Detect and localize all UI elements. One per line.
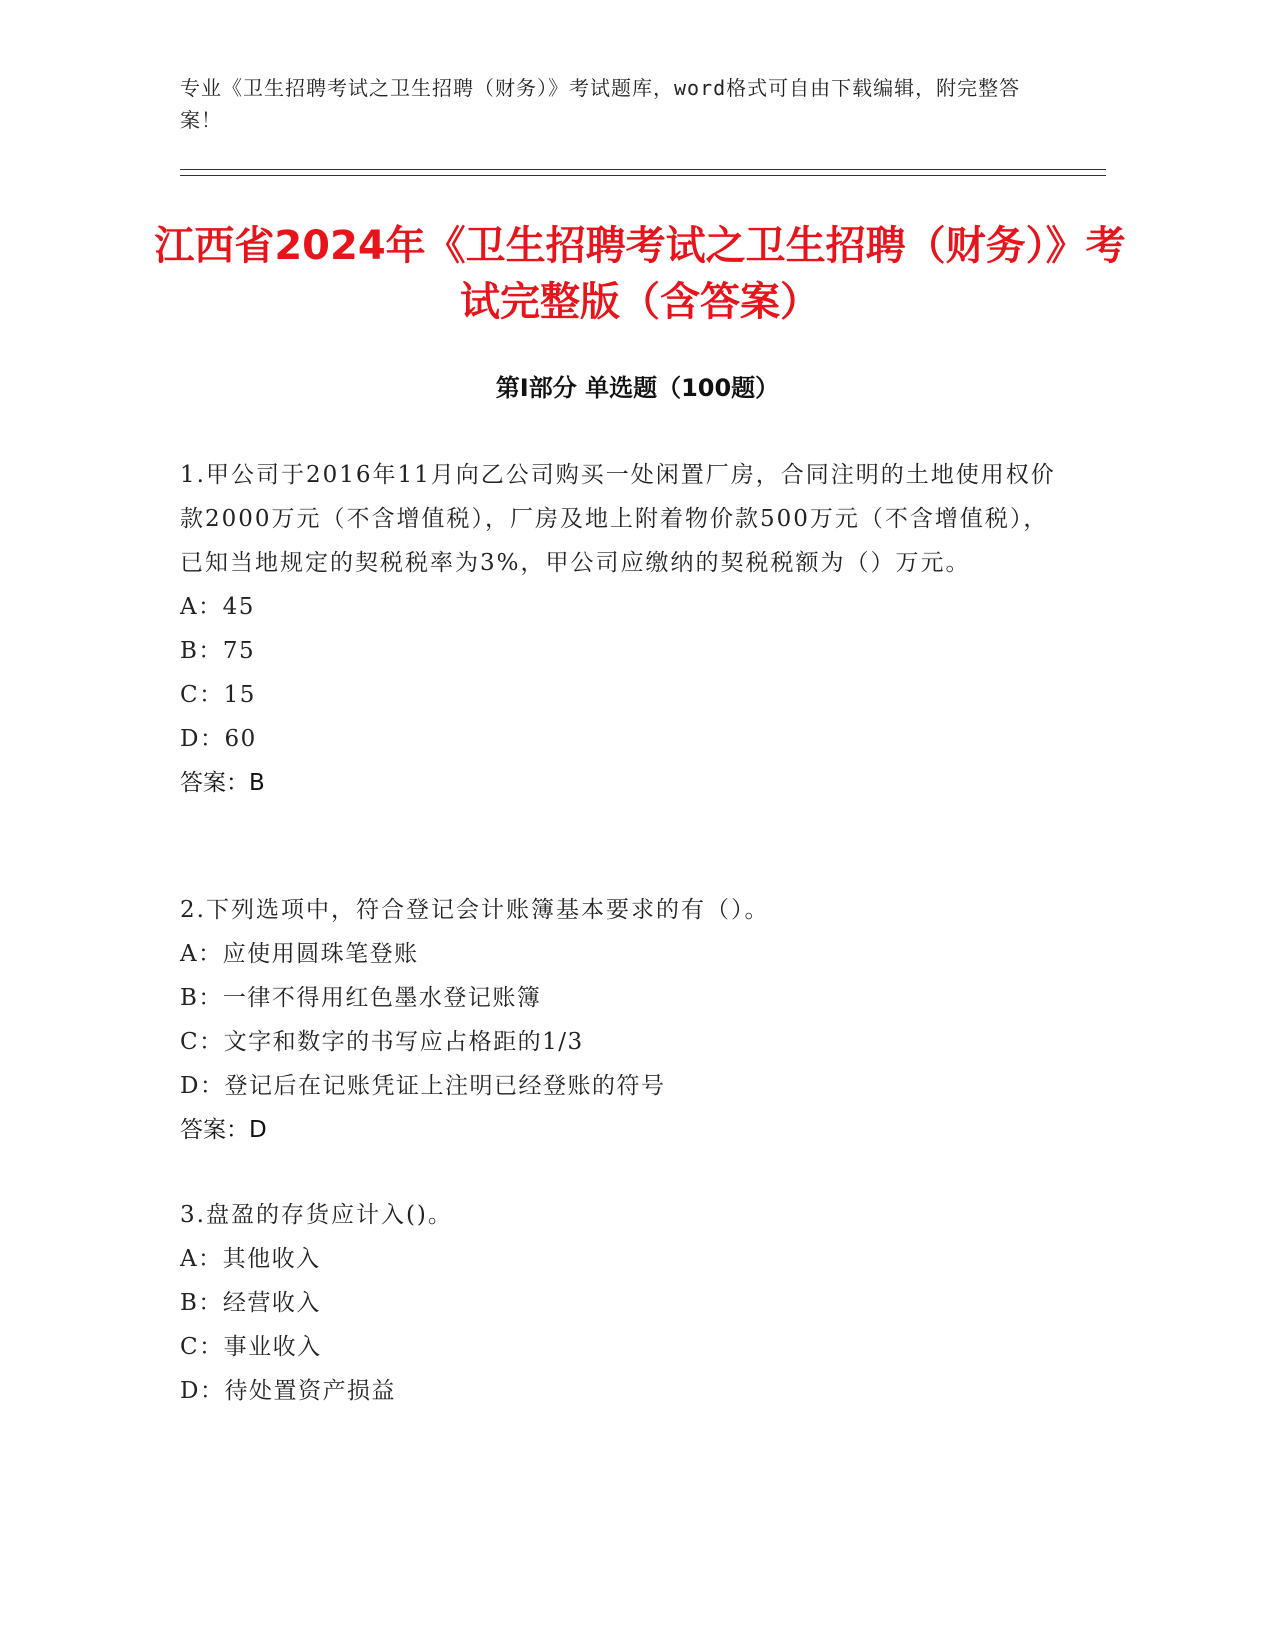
- header-note: 专业《卫生招聘考试之卫生招聘（财务）》考试题库，word格式可自由下载编辑，附完整答案！: [180, 76, 1021, 132]
- section-heading: 第Ⅰ部分 单选题（100题）: [495, 374, 780, 402]
- answer: 答案：B: [180, 770, 265, 796]
- question-1: [180, 453, 1060, 805]
- option-d: D：60: [180, 726, 257, 752]
- option-c: C：文字和数字的书写应占格距的1/3: [180, 1029, 584, 1055]
- option-b: B：75: [180, 638, 256, 664]
- answer: 答案：D: [180, 1117, 267, 1143]
- option-a: A：应使用圆珠笔登账: [180, 941, 419, 967]
- option-c: C：15: [180, 682, 256, 708]
- header-divider-top: [180, 169, 1106, 170]
- question-stem: 1.甲公司于2016年11月向乙公司购买一处闲置厂房，合同注明的土地使用权价款2000万元（不含增值税），厂房及地上附着物价款500万元（不含增值税），已知当地规定的契税税率为3%，甲公司应缴纳的契税税额为（）万元。: [180, 462, 1056, 576]
- question-2: [180, 888, 1060, 1152]
- question-stem: 3.盘盈的存货应计入()。: [180, 1202, 453, 1228]
- option-b: B：经营收入: [180, 1290, 321, 1316]
- option-a: A：其他收入: [180, 1246, 321, 1272]
- header-divider-bottom: [180, 175, 1106, 176]
- question-3: [180, 1193, 1060, 1413]
- option-c: C：事业收入: [180, 1334, 322, 1360]
- document-title: 江西省2024年《卫生招聘考试之卫生招聘（财务）》考试完整版（含答案）: [154, 223, 1126, 325]
- option-b: B：一律不得用红色墨水登记账簿: [180, 985, 542, 1011]
- question-stem: 2.下列选项中，符合登记会计账簿基本要求的有（）。: [180, 897, 770, 923]
- option-d: D：登记后在记账凭证上注明已经登账的符号: [180, 1073, 666, 1099]
- option-a: A：45: [180, 594, 255, 620]
- option-d: D：待处置资产损益: [180, 1378, 396, 1404]
